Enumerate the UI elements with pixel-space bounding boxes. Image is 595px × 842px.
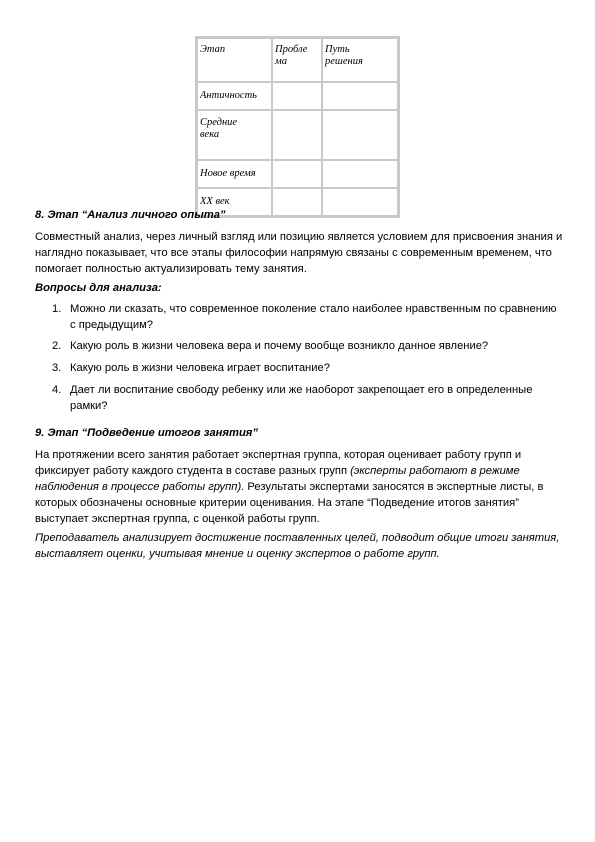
- table-cell: [272, 160, 322, 188]
- table-cell: [322, 82, 399, 110]
- list-text: Дает ли воспитание свободу ребенку или же наоборот закрепощает его в определенные рамки?: [70, 384, 533, 412]
- list-number: 4.: [52, 384, 62, 396]
- list-text: Какую роль в жизни человека играет воспитание?: [70, 362, 330, 374]
- table-row: [197, 110, 399, 160]
- row-label: Средние века: [197, 110, 273, 160]
- row-label: Античность: [197, 82, 273, 110]
- list-item: [35, 382, 565, 414]
- header-problem: [272, 38, 322, 83]
- questions-list: [35, 301, 565, 419]
- section9-text-b: Результаты экспертами заносятся в экспертные листы, в которых обозначены основные критерии оценивания. На этапе “Подведение итогов занятия” выступает экспертная группа, с оценкой работы групп.: [35, 481, 544, 525]
- header-problem-text: Пробле ма: [275, 44, 308, 67]
- row-label: XX век: [197, 188, 273, 217]
- header-solution: [322, 38, 399, 83]
- row-label: Новое время: [197, 160, 273, 188]
- section9-text-a: На протяжении всего занятия работает экспертная группа, которая оценивает работу групп и фиксирует работу каждого студента в составе разных групп: [35, 449, 522, 477]
- list-item: [35, 301, 565, 333]
- list-item: [35, 360, 565, 376]
- questions-heading: Вопросы для анализа:: [35, 282, 162, 294]
- header-solution-text: Путь решения: [325, 44, 363, 67]
- section8-paragraph: Совместный анализ, через личный взгляд или позицию является условием для присвоения знания и наглядно показывает, что все этапы философии напрямую связаны с современным временем, что помогает полностью актуализировать тему занятия.: [35, 231, 563, 275]
- header-stage: Этап: [197, 38, 273, 83]
- table-cell: [322, 110, 399, 160]
- table-header-row: [197, 38, 399, 83]
- table-row: [197, 82, 399, 110]
- list-text: Можно ли сказать, что современное поколение стало наиболее нравственным по сравнению с предыдущим?: [70, 303, 557, 331]
- list-number: 1.: [52, 303, 62, 315]
- section9-heading: 9. Этап “Подведение итогов занятия”: [35, 427, 258, 439]
- list-number: 2.: [52, 340, 62, 352]
- section8-heading: 8. Этап “Анализ личного опыта”: [35, 209, 226, 221]
- table-row: [197, 160, 399, 188]
- list-number: 3.: [52, 362, 62, 374]
- stages-table: [195, 36, 400, 218]
- list-item: [35, 338, 565, 354]
- table-cell: [272, 82, 322, 110]
- closing-paragraph: Преподаватель анализирует достижение поставленных целей, подводит общие итоги занятия, выставляет оценки, учитывая мнение и оценку экспертов о работе групп.: [35, 532, 560, 560]
- section9-text-italic: (эксперты работают в режиме наблюдения в процессе работы групп).: [35, 465, 520, 493]
- table-cell: [322, 160, 399, 188]
- section9-paragraph: [35, 447, 565, 527]
- table-cell: [272, 110, 322, 160]
- list-text: Какую роль в жизни человека вера и почему вообще возникло данное явление?: [70, 340, 489, 352]
